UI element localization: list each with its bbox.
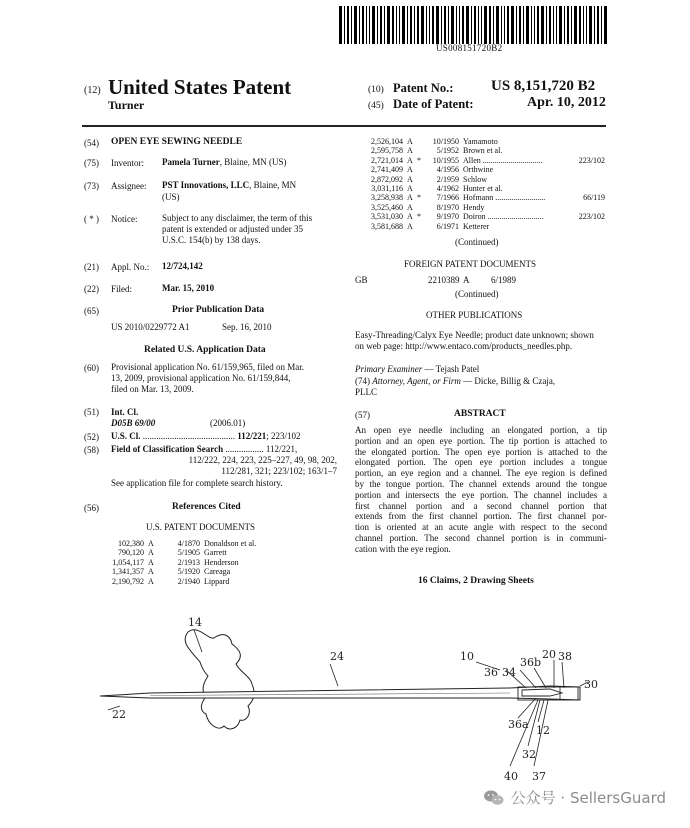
doc-kind: A (407, 184, 413, 193)
doc-kind: A (148, 548, 154, 558)
field-tag: (58) (84, 445, 99, 455)
attorney-tag: (74) (355, 376, 373, 386)
notice-line: patent is extended or adjusted under 35 (162, 224, 303, 234)
prior-pub-date: Sep. 16, 2010 (222, 322, 272, 332)
doc-date: 2/1959 (436, 174, 459, 184)
doc-kind: A (407, 212, 413, 222)
fabric-outline (185, 630, 254, 729)
barcode (339, 6, 609, 44)
doc-class: 66/119 (583, 193, 605, 203)
filed-date: Mar. 15, 2010 (162, 283, 215, 293)
notice-tag: ( * ) (84, 214, 99, 224)
doc-name: Lippard (204, 576, 230, 586)
uscl-label: U.S. Cl. (111, 431, 141, 441)
field-dots: ................. 112/221, (225, 444, 298, 454)
foreign-number: 2210389 (428, 275, 460, 285)
abstract-line: cation with the eye region. (355, 543, 451, 554)
uscl-tag: (52) (84, 432, 99, 442)
doc-name: Hendy (463, 202, 485, 212)
doc-kind: A (407, 174, 413, 184)
field-line-2: 112/222, 224, 223, 225–227, 49, 98, 202, (188, 455, 337, 465)
doc-name: Allen .............................. (463, 155, 543, 165)
doc-kind: A (148, 567, 154, 577)
abstract-heading: ABSTRACT (454, 409, 506, 419)
ref-label-40: 40 (504, 770, 518, 783)
us-docs-heading: U.S. PATENT DOCUMENTS (146, 522, 256, 532)
abstract-tag: (57) (355, 410, 370, 420)
refs-heading: References Cited (172, 502, 241, 512)
ref-label-20: 20 (542, 648, 556, 661)
inventor-place: , Blaine, MN (US) (219, 157, 287, 167)
refs-tag: (56) (84, 503, 99, 513)
other-pubs-text (355, 330, 607, 352)
doc-date: 10/1955 (432, 155, 459, 165)
ref-label-38: 38 (558, 650, 572, 663)
prior-pub-tag: (65) (84, 306, 99, 316)
appl-label: Appl. No.: (111, 262, 150, 272)
uscl-dots: ......................................... (140, 431, 238, 441)
doc-number: 2,721,014 (371, 155, 403, 165)
related-line: Provisional application No. 61/159,965, filed on Mar. (111, 362, 304, 372)
attorney-line-2: PLLC (355, 387, 378, 397)
related-heading: Related U.S. Application Data (144, 345, 266, 355)
inventor-label: Inventor: (111, 158, 144, 168)
appl-number: 12/724,142 (162, 261, 203, 271)
prior-pub-heading: Prior Publication Data (172, 305, 265, 315)
continued-note: (Continued) (455, 237, 499, 247)
foreign-country: GB (355, 275, 368, 285)
doc-date: 6/1971 (436, 221, 459, 231)
field-line-4: See application file for complete search history. (111, 478, 283, 488)
ref-label-24: 24 (330, 650, 344, 663)
related-line: filed on Mar. 13, 2009. (111, 384, 194, 394)
attorney (355, 376, 555, 387)
date-label: Date of Patent: (392, 97, 474, 111)
doc-kind: A (148, 557, 154, 567)
notice-line: U.S.C. 154(b) by 138 days. (162, 235, 261, 245)
notice-line: Subject to any disclaimer, the term of this (162, 213, 313, 223)
date-tag: (45) (368, 101, 384, 111)
doc-number: 790,120 (118, 548, 144, 558)
assignee-name: PST Innovations, LLC (162, 180, 250, 190)
doc-kind: A (407, 146, 413, 156)
abstract-line: portion and an open eye portion. The tip portion is attached to (355, 435, 607, 446)
doc-date: 7/1966 (436, 193, 459, 203)
publication-number: US008151720B2 (436, 43, 503, 53)
intcl-label: Int. Cl. (111, 407, 139, 417)
intcl-code: D05B 69/00 (111, 418, 156, 428)
doc-number: 2,872,092 (371, 174, 403, 184)
doc-date: 8/1970 (436, 202, 459, 212)
inventor-surname: Turner (108, 98, 145, 112)
continued-note: (Continued) (455, 289, 499, 299)
doc-number: 3,258,938 (371, 193, 403, 203)
field-line-1 (111, 444, 297, 455)
doc-name: Careaga (204, 567, 231, 577)
date-row (368, 97, 473, 112)
related-line: 13, 2009, provisional application No. 61/159,844, (111, 373, 291, 383)
abstract-line: extends from the first channel portion. The first channel por- (355, 511, 607, 522)
doc-date: 4/1870 (177, 539, 200, 548)
abstract-line: the elongated portion. The open eye portion is attached to the (355, 446, 607, 457)
doc-number: 3,031,116 (371, 184, 403, 193)
doc-number: 2,526,104 (371, 137, 403, 146)
assignee-tag: (73) (84, 181, 99, 191)
doc-name: Doiron ............................ (463, 212, 544, 222)
inventor-name: Pamela Turner (162, 157, 220, 167)
ref-label-12: 12 (536, 724, 550, 737)
related-text (111, 362, 337, 395)
doc-date: 4/1962 (436, 184, 459, 193)
doc-number: 2,595,758 (371, 146, 403, 156)
field-label: Field of Classification Search (111, 444, 224, 454)
doc-number: 2,741,409 (371, 165, 403, 175)
appl-tag: (21) (84, 262, 99, 272)
doc-date: 2/1913 (177, 557, 200, 567)
doc-kind: A (407, 155, 413, 165)
uscl-main: 112/221 (237, 431, 267, 441)
ref-label-14: 14 (188, 616, 202, 629)
doc-number: 1,341,357 (112, 567, 144, 577)
examiner-label: Primary Examiner (355, 364, 423, 374)
ref-label-34: 34 (502, 666, 516, 679)
patent-number-row (368, 81, 453, 96)
doc-number: 1,054,117 (112, 557, 144, 567)
doc-date: 10/1950 (432, 137, 459, 146)
abstract-line: first channel portion and a second channel portion that (355, 500, 607, 511)
intcl-tag: (51) (84, 407, 99, 417)
doc-name: Henderson (204, 557, 239, 567)
doc-name: Donaldson et al. (204, 539, 257, 548)
doc-date: 5/1905 (177, 548, 200, 558)
doc-name: Garrett (204, 548, 227, 558)
doc-kind: A (148, 576, 154, 586)
doc-number: 3,525,460 (371, 202, 403, 212)
other-pubs-line: on web page: http://www.entaco.com/products_needles.php. (355, 341, 573, 351)
ref-label-32: 32 (522, 748, 536, 761)
doc-name: Hofmann ......................... (463, 193, 546, 203)
examiner (355, 364, 479, 375)
doc-kind: A (407, 202, 413, 212)
country-tag: (12) (84, 85, 101, 96)
ref-label-36b: 36b (520, 656, 542, 669)
doc-date: 9/1970 (436, 212, 459, 222)
attorney-label: Attorney, Agent, or Firm (372, 376, 461, 386)
doc-name: Orthwine (463, 165, 494, 175)
prior-pub-number: US 2010/0229772 A1 (111, 322, 190, 332)
invention-title: OPEN EYE SEWING NEEDLE (111, 137, 243, 147)
filed-tag: (22) (84, 284, 99, 294)
doc-number: 102,380 (118, 539, 144, 548)
doc-name: Ketterer (463, 221, 490, 231)
notice-label: Notice: (111, 214, 138, 224)
inventor-value (162, 157, 287, 168)
intcl-year: (2006.01) (210, 418, 246, 428)
title-tag: (54) (84, 138, 99, 148)
assignee-value (162, 180, 296, 191)
ref-label-36: 36 (484, 666, 498, 679)
abstract-line: portion, an eye region and a channel. The eye region is defined (355, 468, 607, 479)
abstract-line: by the tongue portion. The channel extends around the tongue (355, 478, 607, 489)
patent-country-title: United States Patent (108, 75, 292, 99)
abstract-line: elongated portion. The open eye portion includes a tongue (355, 457, 607, 468)
ref-label-22: 22 (112, 708, 126, 721)
field-line-3: 112/281, 321; 223/102; 163/1–7 (221, 466, 337, 476)
doc-class: 223/102 (578, 212, 605, 222)
patent-number-label: Patent No.: (392, 81, 454, 95)
doc-date: 2/1940 (177, 576, 200, 586)
doc-kind: A (407, 137, 413, 146)
patent-number-tag: (10) (368, 85, 384, 95)
abstract-line: portion and intersects the eye portion. The channel includes a (355, 489, 607, 500)
other-pubs-heading: OTHER PUBLICATIONS (426, 310, 523, 320)
header-divider (82, 125, 606, 127)
doc-kind: A (407, 193, 413, 203)
doc-number: 3,581,688 (371, 221, 403, 231)
inventor-tag: (75) (84, 158, 99, 168)
doc-number: 2,190,792 (112, 576, 144, 586)
abstract-body (355, 425, 607, 555)
doc-star: * (417, 193, 421, 203)
abstract-line: channel portion. The second channel portion is in communi- (355, 532, 607, 543)
ref-label-37: 37 (532, 770, 546, 783)
abstract-line: An open eye needle including an elongated portion, a tip (355, 425, 607, 435)
assignee-label: Assignee: (111, 181, 147, 191)
doc-date: 5/1952 (436, 146, 459, 156)
abstract-line: tion is oriented at an acute angle with respect to the second (355, 522, 607, 533)
doc-kind: A (407, 221, 413, 231)
doc-name: Brown et al. (463, 146, 503, 156)
doc-kind: A (148, 539, 154, 548)
patent-date: Apr. 10, 2012 (527, 95, 606, 110)
wechat-icon (483, 789, 505, 807)
assignee-country: (US) (162, 192, 180, 202)
doc-date: 5/1920 (177, 567, 200, 577)
filed-label: Filed: (111, 284, 133, 294)
ref-label-10: 10 (460, 650, 474, 663)
uscl-rest: ; 223/102 (266, 431, 301, 441)
related-tag: (60) (84, 363, 99, 373)
watermark (483, 787, 666, 808)
foreign-kind: A (463, 275, 470, 285)
doc-star: * (417, 155, 421, 165)
doc-name: Yamamoto (463, 137, 498, 146)
doc-class: 223/102 (578, 155, 605, 165)
doc-name: Hunter et al. (463, 184, 503, 193)
uscl-value (111, 431, 301, 442)
doc-number: 3,531,030 (371, 212, 403, 222)
attorney-name: — Dicke, Billig & Czaja, (460, 376, 556, 386)
foreign-date: 6/1989 (491, 275, 517, 285)
doc-name: Schlow (463, 174, 487, 184)
foreign-heading: FOREIGN PATENT DOCUMENTS (404, 259, 537, 269)
doc-date: 4/1956 (436, 165, 459, 175)
assignee-place: , Blaine, MN (249, 180, 297, 190)
notice-text (162, 213, 336, 246)
watermark-text: 公众号 · SellersGuard (510, 789, 666, 807)
doc-kind: A (407, 165, 413, 175)
examiner-name: — Tejash Patel (424, 364, 480, 374)
ref-label-30: 30 (584, 678, 598, 691)
other-pubs-line: Easy-Threading/Calyx Eye Needle; product date unknown; shown (355, 330, 594, 340)
ref-label-36a: 36a (508, 718, 529, 731)
claims-summary: 16 Claims, 2 Drawing Sheets (418, 576, 534, 586)
doc-star: * (417, 212, 421, 222)
patent-number: US 8,151,720 B2 (491, 78, 596, 94)
